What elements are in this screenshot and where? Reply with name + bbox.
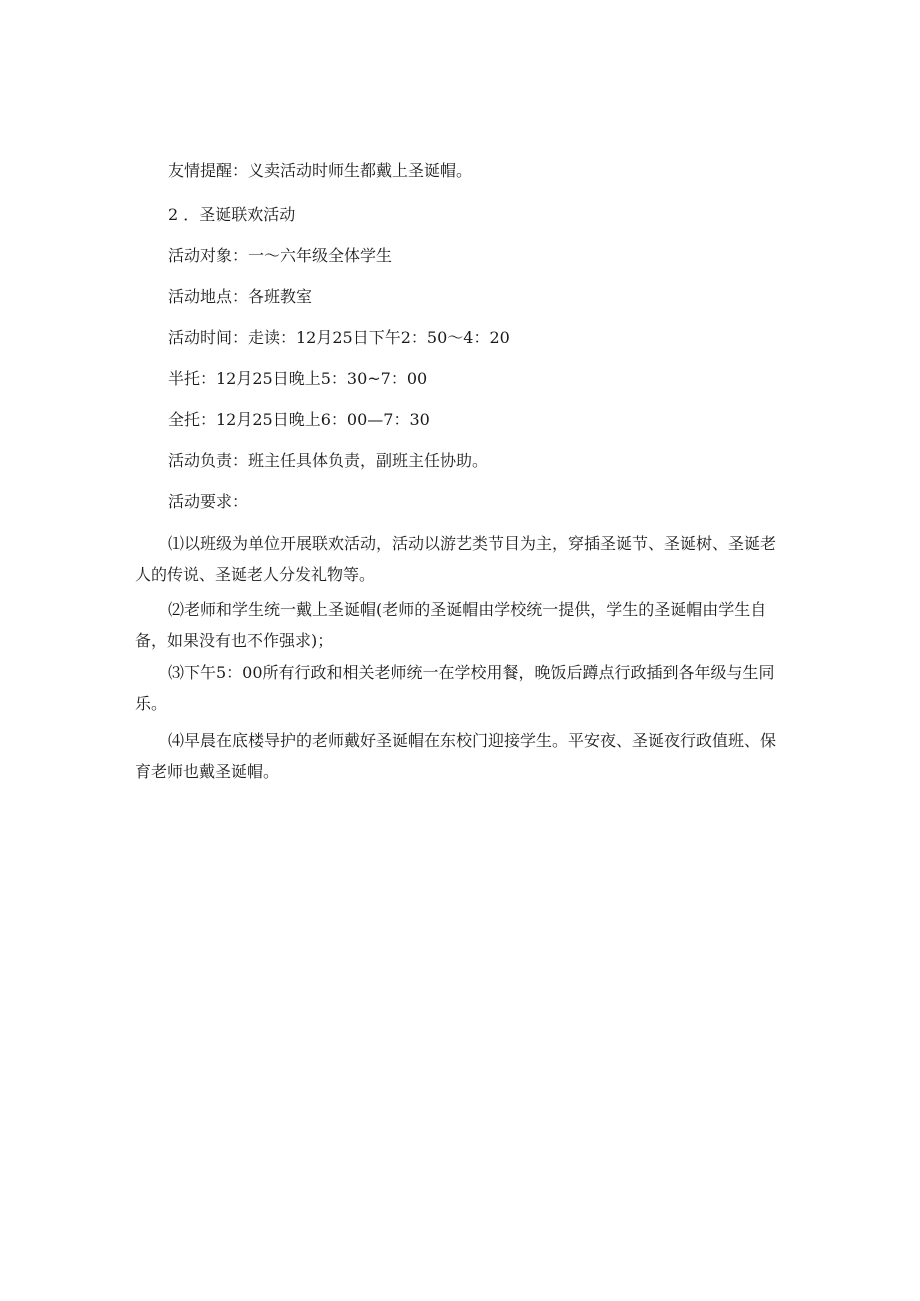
requirement-item-3: ⑶下午5：00所有行政和相关老师统一在学校用餐，晚饭后蹲点行政插到各年级与生同乐。 — [135, 663, 775, 713]
requirement-item-2: ⑵老师和学生统一戴上圣诞帽(老师的圣诞帽由学校统一提供，学生的圣诞帽由学生自备，如果没有也不作强求)； — [135, 600, 767, 650]
activity-responsibility-line: 活动负责：班主任具体负责，副班主任协助。 — [168, 451, 489, 470]
activity-time-line: 活动时间：走读：12月25日下午2：50～4：20 — [168, 328, 510, 347]
activity-location-line: 活动地点：各班教室 — [168, 287, 313, 306]
requirement-item-1: ⑴以班级为单位开展联欢活动，活动以游艺类节目为主，穿插圣诞节、圣诞树、圣诞老人的传说、圣诞老人分发礼物等。 — [135, 534, 777, 584]
activity-target-line: 活动对象：一～六年级全体学生 — [168, 246, 393, 265]
requirement-item-4: ⑷早晨在底楼导护的老师戴好圣诞帽在东校门迎接学生。平安夜、圣诞夜行政值班、保育老师也戴圣诞帽。 — [135, 731, 777, 781]
reminder-line: 友情提醒：义卖活动时师生都戴上圣诞帽。 — [168, 161, 473, 180]
full-boarding-time-line: 全托：12月25日晚上6：00—7：30 — [168, 410, 430, 429]
activity-requirements-heading: 活动要求： — [168, 492, 249, 511]
half-boarding-time-line: 半托：12月25日晚上5：30~7：00 — [168, 369, 428, 388]
section-heading: 2 ．圣诞联欢活动 — [168, 205, 296, 224]
